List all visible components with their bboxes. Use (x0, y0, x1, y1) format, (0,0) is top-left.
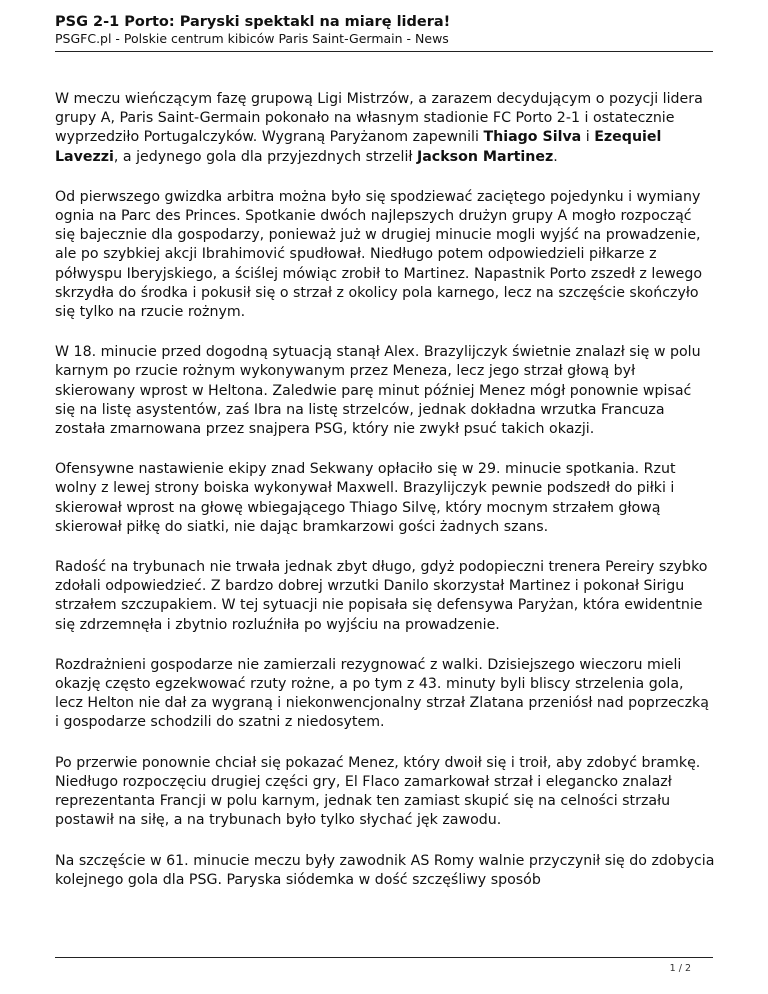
article-paragraph-7: Po przerwie ponownie chciał się pokazać Menez, który dwoił się i troił, aby zdobyć bramkę. Niedługo rozpoczęciu drugiej części gry, El Flaco zamarkował strzał i elegancko znalazł reprezentanta Francji w polu karnym, jednak ten zamiast skupić się na celności strzału postawił na siłę, a na trybunach było tylko słychać jęk zawodu. (55, 754, 701, 829)
article-paragraph-1: W meczu wieńczącym fazę grupową Ligi Mistrzów, a zarazem decydującym o pozycji lidera grupy A, Paris Saint-Germain pokonało na własnym stadionie FC Porto 2-1 i ostatecznie wyprzedziło Portugalczyków. Wygraną Paryżanom zapewnili Thiago Silva i Ezequiel Lavezzi, a jedynego gola dla przyjezdnych strzelił Jackson Martinez. (55, 91, 703, 165)
page-number: 1 / 2 (669, 963, 691, 974)
article-paragraph-3: W 18. minucie przed dogodną sytuacją stanął Alex. Brazylijczyk świetnie znalazł się w polu karnym po rzucie rożnym wykonywanym przez Meneza, lecz jego strzał głową był skierowany wprost w Heltona. Zaledwie parę minut później Menez mógł ponownie wpisać się na listę asystentów, zaś Ibra na listę strzelców, jednak dokładna wrzutka Francuza została zmarnowana przez snajpera PSG, który nie zwykł psuć takich okazji. (55, 344, 701, 438)
article-paragraph-2: Od pierwszego gwizdka arbitra można było się spodziewać zaciętego pojedynku i wymiany ognia na Parc des Princes. Spotkanie dwóch najlepszych drużyn grupy A mogło rozpocząć się bajecznie dla gospodarzy, ponieważ już w drugiej minucie mogli wyjść na prowadzenie, ale po szybkiej akcji Ibrahimović spudłował. Niedługo potem odpowiedzieli piłkarze z półwyspu Iberyjskiego, a ściślej mówiąc zrobił to Martinez. Napastnik Porto zszedł z lewego skrzydła do środka i pokusił się o strzał z okolicy pola karnego, lecz na szczęście skończyło się tylko na rzucie rożnym. (55, 188, 703, 321)
player-name-ezequiel-lavezzi: Ezequiel Lavezzi (55, 129, 662, 165)
page-header (55, 13, 713, 52)
player-name-jackson-martinez: Jackson Martinez (416, 148, 554, 165)
article-paragraph-5: Radość na trybunach nie trwała jednak zbyt długo, gdyż podopieczni trenera Pereiry szybko zdołali odpowiedzieć. Z bardzo dobrej wrzutki Danilo skorzystał Martinez i pokonał Sirigu strzałem szczupakiem. W tej sytuacji nie popisała się defensywa Paryżan, która ewidentnie się zdrzemnęła i zbytnio rozluźniła po wyjściu na prowadzenie. (55, 559, 708, 633)
article-paragraph-4: Ofensywne nastawienie ekipy znad Sekwany opłaciło się w 29. minucie spotkania. Rzut wolny z lewej strony boiska wykonywał Maxwell. Brazylijczyk pewnie podszedł do piłki i skierował wprost na głowę wbiegającego Thiago Silvę, który mocnym strzałem głową skierował piłkę do siatki, nie dając bramkarzowi gości żadnych szans. (55, 461, 676, 535)
page-footer (55, 957, 713, 974)
document-subtitle: PSGFC.pl - Polskie centrum kibiców Paris Saint-Germain - News (55, 31, 449, 46)
player-name-thiago-silva: Thiago Silva (483, 129, 582, 146)
article-body (55, 90, 715, 911)
article-paragraph-6: Rozdrażnieni gospodarze nie zamierzali rezygnować z walki. Dzisiejszego wieczoru mieli okazję często egzekwować rzuty rożne, a po tym z 43. minuty byli bliscy strzelenia gola, lecz Helton nie dał za wygraną i niekonwencjonalny strzał Zlatana przeniósł nad poprzeczką i gospodarze schodzili do szatni z niedosytem. (55, 656, 709, 731)
article-paragraph-8: Na szczęście w 61. minucie meczu były zawodnik AS Romy walnie przyczynił się do zdobycia kolejnego gola dla PSG. Paryska siódemka w dość szczęśliwy sposób (55, 852, 715, 888)
document-title: PSG 2-1 Porto: Paryski spektakl na miarę lidera! (55, 14, 451, 30)
